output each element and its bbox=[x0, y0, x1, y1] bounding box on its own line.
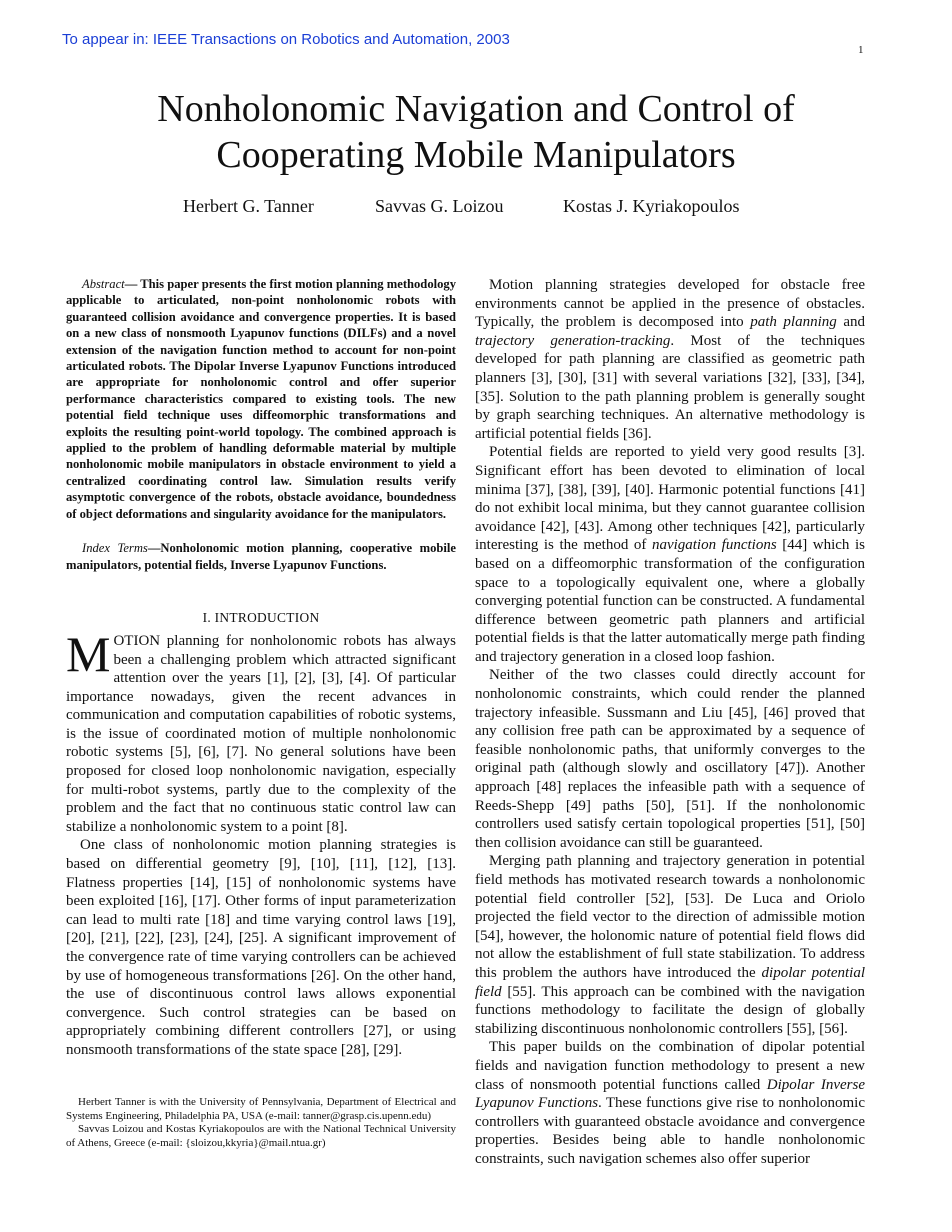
section-initial: I bbox=[214, 609, 220, 625]
abstract-label: Abstract bbox=[82, 277, 125, 291]
author-1: Herbert G. Tanner bbox=[183, 196, 314, 216]
intro-paragraph-2: One class of nonholonomic motion planning strategies is based on differential geometry [9], [10], [11], [12], [13]. Flatness properties [14], [15] of nonholonomic systems have been exploited [16], [17]. Other forms of input parameterization can lead to multi rate [18] and time varying control laws [19], [20], [21], [22], [23], [24], [25]. A significant improvement of the convergence rate of time varying controllers can be achieved by use of homogeneous transformations [26]. On the other hand, the use of discontinuous control laws allows exponential convergence. Such control strategies can be based on appropriately combining different controllers [27], or using nonsmooth transformations of the state space [28], [29]. bbox=[66, 837, 456, 1058]
index-terms-text: —Nonholonomic motion planning, cooperative mobile manipulators, potential fields, Inverse Lyapunov Functions. bbox=[66, 541, 456, 572]
author-2: Savvas G. Loizou bbox=[375, 196, 504, 216]
title-line-2: Cooperating Mobile Manipulators bbox=[216, 134, 736, 176]
right-paragraph-5 bbox=[475, 1038, 865, 1168]
rp1-b: and bbox=[836, 314, 865, 331]
footnote-1: Herbert Tanner is with the University of Pennsylvania, Department of Electrical and Systems Engineering, Philadelphia PA, USA (e-mail: tanner@grasp.cis.upenn.edu) bbox=[66, 1096, 456, 1122]
rp2-a: Potential fields are reported to yield very good results [3]. Significant effort has been devoted to elimination of local minima [37], [38], [39], [40]. Harmonic potential functions [41] do not exhibit local minima, but they cannot guarantee collision avoidance [42], [43]. Among other techniques [42], particularly interesting is the method of bbox=[475, 444, 865, 554]
rp2-em-navigation-functions: navigation functions bbox=[651, 537, 777, 554]
abstract-dash: — bbox=[124, 277, 141, 291]
drop-cap: M bbox=[66, 625, 111, 682]
rp5-b: . These functions give rise to nonholonomic controllers with guaranteed obstacle avoidance and convergence properties. Besides being able to handle nonholonomic constraints, such navigation schemes also offer superior bbox=[475, 1095, 865, 1167]
rp1-c: . Most of the techniques developed for path planning are classified as geometric path planners [3], [30], [31] with several variations [32], [33], [34], [35]. Solution to the path planning problem is generally sought by graph searching techniques. An alternative methodology is artificial potential fields [36]. bbox=[475, 332, 865, 442]
rp5-a: This paper builds on the combination of dipolar potential fields and navigation function methodology to present a new class of nonsmooth potential functions called bbox=[475, 1039, 865, 1093]
index-terms-label: Index Terms bbox=[82, 541, 148, 556]
page-number: 1 bbox=[858, 44, 864, 56]
section-title-rest: NTRODUCTION bbox=[219, 609, 320, 625]
section-number: I. bbox=[202, 609, 215, 625]
footnote-2: Savvas Loizou and Kostas Kyriakopoulos are with the National Technical University of Athens, Greece (e-mail: {sloizou,kkyria}@mail.ntua.gr) bbox=[66, 1123, 456, 1149]
author-3: Kostas J. Kyriakopoulos bbox=[563, 196, 740, 216]
abstract-text: This paper presents the first motion planning methodology applicable to articulated, non-point nonholonomic robots with guaranteed collision avoidance and convergence properties. It is based on a new class of nonsmooth Lyapunov functions (DILFs) and a novel extension of the navigation function method to account for non-point articulated robots. The Dipolar Inverse Lyapunov Functions introduced are appropriate for nonholonomic control and offer superior performance characteristics compared to existing tools. The new potential field technique uses diffeomorphic transformations and exploits the resulting point-world topology. The combined approach is applied to the problem of handling deformable material by multiple nonholonomic mobile manipulators in obstacle environment to yield a centralized coordinating control law. Simulation results verify asymptotic convergence of the robots, obstacle avoidance, boundedness of object deformations and singularity avoidance for the manipulators. bbox=[66, 277, 457, 521]
index-terms bbox=[66, 540, 456, 573]
footnotes bbox=[66, 1096, 456, 1150]
rp5-em-dilf: Dipolar Inverse Lyapunov Functions bbox=[475, 1076, 865, 1112]
right-paragraph-1 bbox=[475, 276, 865, 443]
section-heading-introduction bbox=[66, 610, 456, 626]
rp1-em-trajectory: trajectory generation-tracking bbox=[475, 332, 671, 349]
rp4-a: Merging path planning and trajectory generation in potential field methods has motivated research towards a nonholonomic potential field controller [52], [53]. De Luca and Oriolo projected the field vector to the direction of admissible motion [54], however, the holonomic nature of potential field flows did not allow the establishment of full state stabilization. To address this problem the authors have introduced the bbox=[475, 853, 865, 981]
rp4-b: [55]. This approach can be combined with the navigation functions methodology to facilitate the design of globally stabilizing discontinuous nonholonomic controllers [55], [56]. bbox=[475, 983, 865, 1037]
rp1-em-path-planning: path planning bbox=[750, 314, 837, 331]
rp2-b: [44] which is based on a diffeomorphic transformation of the configuration space to a topologically equivalent one, where a globally converging potential function can be constructed. A fundamental difference between geometric path planners and artificial potential fields is that the latter automatically merge path finding and trajectory generation in a closed loop fashion. bbox=[475, 537, 865, 665]
abstract bbox=[66, 276, 456, 522]
intro-paragraph-1 bbox=[66, 625, 456, 837]
rp1-a: Motion planning strategies developed for obstacle free environments cannot be applied in the presence of obstacles. Typically, the problem is decomposed into bbox=[475, 277, 865, 331]
rp4-em-dipolar: dipolar potential field bbox=[475, 964, 865, 1000]
right-column bbox=[475, 276, 865, 1169]
left-column bbox=[66, 276, 456, 1060]
publication-note: To appear in: IEEE Transactions on Robotics and Automation, 2003 bbox=[62, 31, 510, 48]
intro-paragraph-1-text: OTION planning for nonholonomic robots has always been a challenging problem which attracted significant attention over the years [1], [2], [3], [4]. Of particular importance nowadays, given the recent advances in communication and computation capabilities of robotic systems, is the issue of coordinated motion of multiple nonholonomic robotic systems [5], [6], [7]. No general solutions have been proposed for closed loop nonholonomic navigation, especially for multi-robot systems, partly due to the complexity of the problem and the fact that no continuous static control law can stabilize a nonholonomic system to a point [8]. bbox=[66, 632, 456, 835]
paper-title bbox=[0, 86, 952, 178]
right-paragraph-3: Neither of the two classes could directly account for nonholonomic constraints, which could render the planned trajectory infeasible. Sussmann and Liu [45], [46] proved that any collision free path can be approximated by a sequence of feasible nonholonomic paths, that uniformly converges to the original path (although slowly and oscillatory [47]). Another approach [48] replaces the infeasible path with a sequence of Reeds-Shepp [49] paths [50], [51]. If the nonholonomic controllers used satisfy certain topological properties [51], [50] then collision avoidance can still be guaranteed. bbox=[475, 667, 865, 851]
right-paragraph-2 bbox=[475, 443, 865, 666]
title-line-1: Nonholonomic Navigation and Control of bbox=[157, 88, 795, 130]
right-paragraph-4 bbox=[475, 852, 865, 1038]
